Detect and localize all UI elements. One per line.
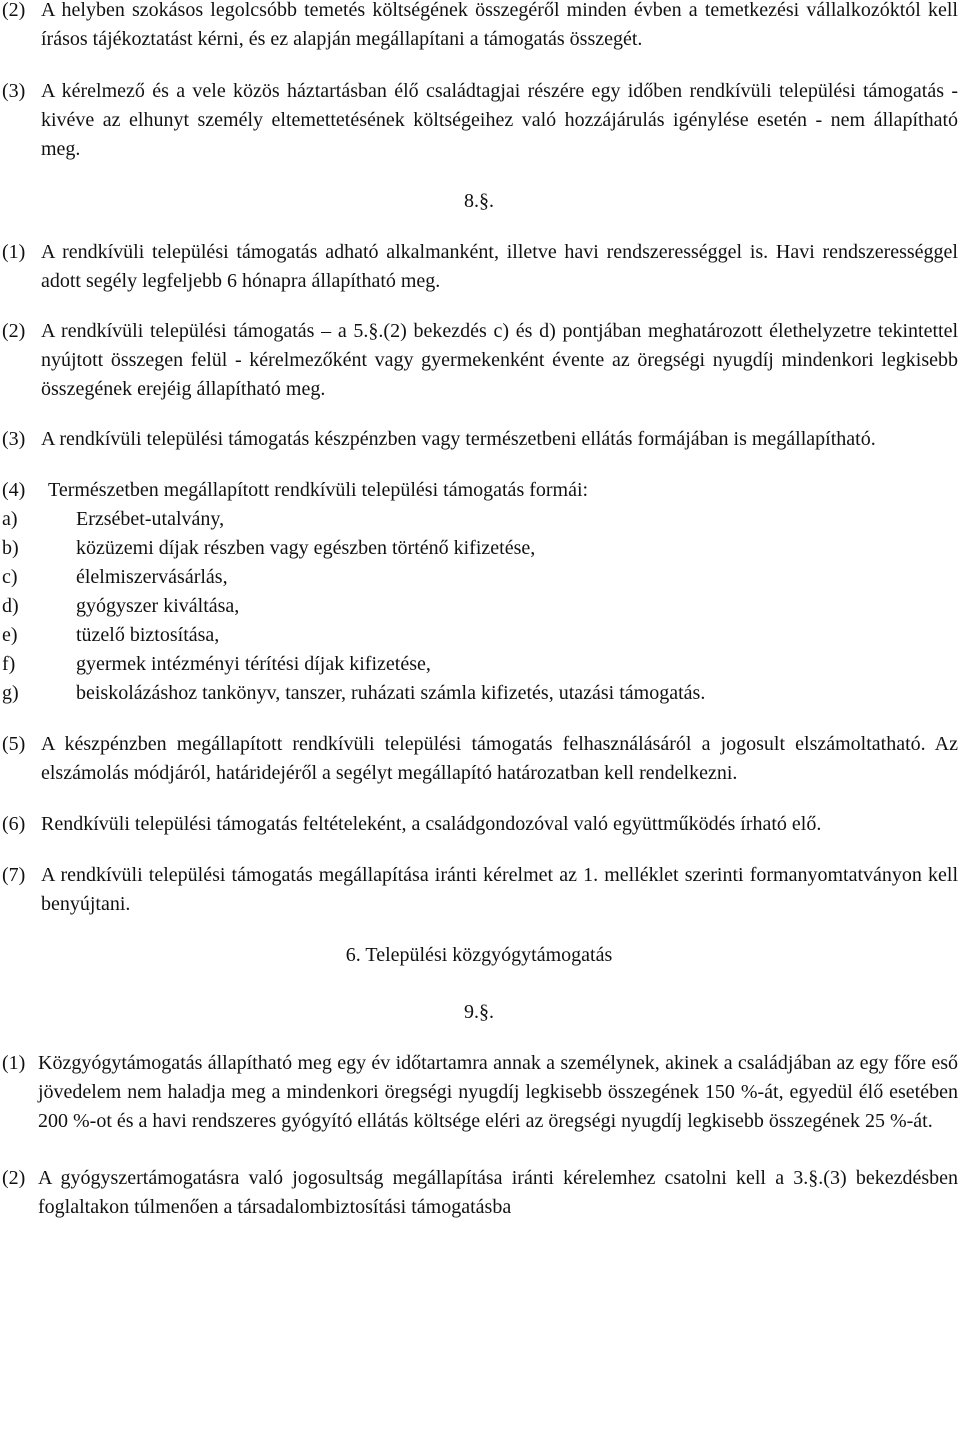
- list-item: [0, 534, 958, 563]
- list-text: közüzemi díjak részben vagy egészben történő kifizetése,: [76, 537, 536, 559]
- paragraph-number: (2): [2, 320, 26, 342]
- section-heading-8: 8.§.: [464, 190, 494, 212]
- list-text: Erzsébet-utalvány,: [76, 508, 225, 530]
- paragraph-8-7: [0, 861, 958, 919]
- paragraph-number: (3): [2, 428, 26, 450]
- paragraph-text: A rendkívüli települési támogatás megállapítása iránti kérelmet az 1. melléklet szerinti formanyomtatványon kell benyújtani.: [41, 864, 958, 915]
- paragraph-8-6: [0, 810, 958, 839]
- paragraph-text: Rendkívüli települési támogatás feltételeként, a családgondozóval való együttműködés írható elő.: [41, 813, 822, 835]
- paragraph-number: (4): [2, 479, 26, 501]
- paragraph-7-2: [0, 0, 958, 54]
- list-item: [0, 592, 958, 621]
- chapter-title: 6. Települési közgyógytámogatás: [345, 944, 613, 966]
- paragraph-text: A rendkívüli települési támogatás – a 5.§.(2) bekezdés c) és d) pontjában meghatározott élethelyzetre tekintettel nyújtott összegen felül - kérelmezőként vagy gyermekenként évente az öregségi nyugdíj mindenkori legkisebb összegének erejéig állapítható meg.: [41, 320, 958, 400]
- paragraph-text: Közgyógytámogatás állapítható meg egy év időtartamra annak a személynek, akinek a családjában az egy főre eső jövedelem nem haladja meg a mindenkori öregségi nyugdíj legkisebb összegének 150 %-át, egyedül élő esetében 200 %-ot és a havi rendszeres gyógyító ellátás költsége eléri az öregségi nyugdíj legkisebb összegének 25 %-át.: [38, 1052, 958, 1132]
- support-forms-list: [0, 505, 958, 708]
- list-label: b): [2, 537, 19, 559]
- list-text: élelmiszervásárlás,: [76, 566, 228, 588]
- list-label: a): [2, 508, 18, 530]
- paragraph-text: A gyógyszertámogatásra való jogosultság megállapítása iránti kérelemhez csatolni kell a 3.§.(3) bekezdésben foglaltakon túlmenően a társadalombiztosítási támogatásba: [38, 1167, 958, 1218]
- section-heading-9: 9.§.: [464, 1001, 494, 1023]
- paragraph-7-3: [0, 77, 958, 164]
- list-item: [0, 621, 958, 650]
- paragraph-8-2: [0, 317, 958, 404]
- list-label: g): [2, 682, 19, 704]
- list-label: d): [2, 595, 19, 617]
- paragraph-9-2: [0, 1164, 958, 1222]
- paragraph-text: A kérelmező és a vele közös háztartásban élő családtagjai részére egy időben rendkívüli települési támogatás - kivéve az elhunyt személy eltemettetésének költségeihez való hozzájárulás igénylése esetén - nem állapítható meg.: [41, 80, 958, 160]
- paragraph-number: (1): [2, 1052, 26, 1074]
- paragraph-number: (6): [2, 813, 26, 835]
- paragraph-number: (5): [2, 733, 26, 755]
- list-item: [0, 563, 958, 592]
- paragraph-text: A rendkívüli települési támogatás adható alkalmanként, illetve havi rendszerességgel is. Havi rendszerességgel adott segély legfeljebb 6 hónapra állapítható meg.: [41, 241, 958, 292]
- paragraph-9-1: [0, 1049, 958, 1136]
- paragraph-8-5: [0, 730, 958, 788]
- paragraph-number: (3): [2, 80, 26, 102]
- list-label: c): [2, 566, 18, 588]
- paragraph-number: (2): [2, 1167, 26, 1189]
- paragraph-text: A készpénzben megállapított rendkívüli települési támogatás felhasználásáról a jogosult elszámoltatható. Az elszámolás módjáról, határidejéről a segélyt megállapító határozatban kell rendelkezni.: [41, 733, 958, 784]
- list-text: tüzelő biztosítása,: [76, 624, 220, 646]
- paragraph-number: (7): [2, 864, 26, 886]
- list-text: beiskolázáshoz tankönyv, tanszer, ruházati számla kifizetés, utazási támogatás.: [76, 682, 706, 704]
- list-item: [0, 505, 958, 534]
- paragraph-8-3: [0, 425, 958, 454]
- list-item: [0, 650, 958, 679]
- paragraph-text: A rendkívüli települési támogatás készpénzben vagy természetbeni ellátás formájában is megállapítható.: [41, 428, 876, 450]
- paragraph-number: (2): [2, 0, 26, 21]
- list-label: e): [2, 624, 18, 646]
- list-item: [0, 679, 958, 708]
- paragraph-number: (1): [2, 241, 26, 263]
- list-text: gyógyszer kiváltása,: [76, 595, 240, 617]
- paragraph-text: Természetben megállapított rendkívüli települési támogatás formái:: [48, 479, 589, 501]
- list-label: f): [2, 653, 16, 675]
- list-text: gyermek intézményi térítési díjak kifizetése,: [76, 653, 431, 675]
- paragraph-text: A helyben szokásos legolcsóbb temetés költségének összegéről minden évben a temetkezési vállalkozóktól kell írásos tájékoztatást kérni, és ez alapján megállapítani a támogatás összegét.: [41, 0, 958, 50]
- paragraph-8-1: [0, 238, 958, 296]
- paragraph-8-4: [0, 476, 958, 505]
